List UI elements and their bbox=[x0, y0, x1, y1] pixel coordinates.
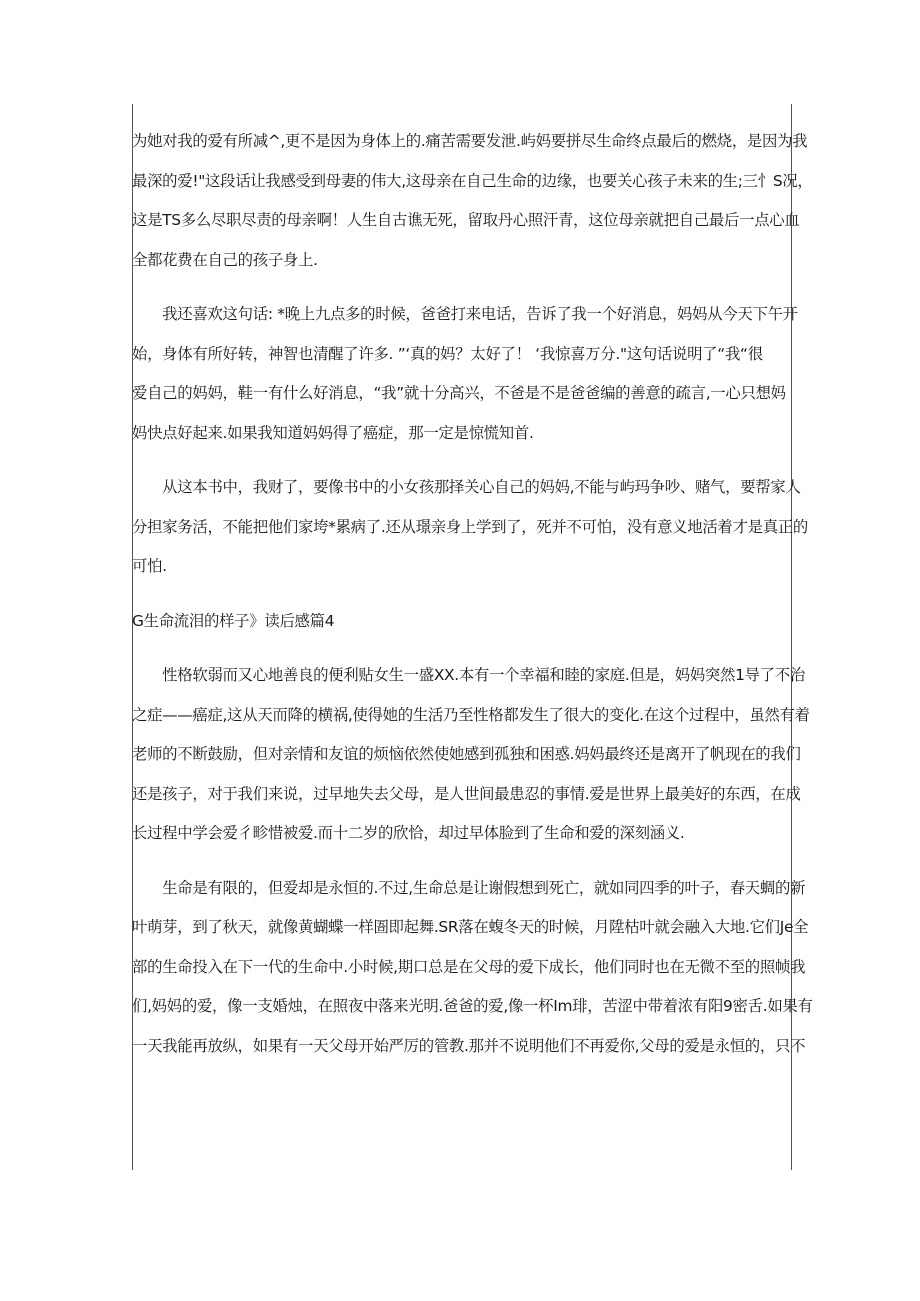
text-line: 爱自己的妈妈，鞋一有什么好消息，“我”就十分高兴，不爸是不是爸爸编的善意的疏言,一心只想妈 bbox=[132, 384, 786, 402]
text-line: 叶萌芽，到了秋天，就像黄蝴蝶一样圄即起舞.SR落在蝮冬天的时候，月陞枯叶就会融入大地.它们Je全 bbox=[132, 918, 809, 936]
paragraph-good-news bbox=[132, 295, 798, 453]
text-line: 一天我能再放纵，如果有一天父母开始严厉的管教.那并不说明他们不再爱你,父母的爱是永恒的，只不 bbox=[132, 1036, 806, 1055]
text-line: 全都花费在自己的孩子身上. bbox=[132, 250, 318, 269]
text-line: 部的生命投入在下一代的生命中.小时候,期口总是在父母的爱下成长，他们同时也在无微不至的照帧我 bbox=[132, 957, 806, 976]
paragraph-story bbox=[132, 656, 810, 854]
paragraph-lesson bbox=[132, 468, 808, 587]
text-line: 分担家务活，不能把他们家垮*累病了.还从璟亲身上学到了，死并不可怕，没有意义地活着才是真正的 bbox=[132, 517, 808, 536]
text-line: 始，身体有所好转，神智也清醒了许多. ”‘真的妈？太好了！ ‘我惊喜万分."这句话说明了“我“很 bbox=[132, 344, 763, 363]
text-line: 生命是有限的，但爱却是永恒的.不过,生命总是让谢假想到死亡，就如同四季的叶子，春天蜩的新 bbox=[132, 878, 806, 897]
section-heading bbox=[132, 602, 794, 642]
text-line: 我还喜欢这句话: *晚上九点多的时候，爸爸打来电话，告诉了我一个好消息，妈妈从今天下午开 bbox=[132, 305, 798, 323]
paragraph-eternal-love bbox=[132, 869, 813, 1067]
text-line: 们,妈妈的爱，像一支婚烛，在照夜中落来光明.爸爸的爱,像一杯Im琲，苦涩中带着浓有阳9密舌.如果有 bbox=[132, 997, 813, 1015]
text-line: 还是孩子，对于我们来说，过早地失去父母，是人世间最患忍的事情.爱是世界上最美好的东西，在成 bbox=[132, 784, 801, 803]
paragraph-mother-love bbox=[132, 122, 813, 280]
text-line: 为她对我的爱有所减^,更不是因为身体上的.痛苦需要发泄.屿妈要拼尽生命终点最后的燃烧，是因为我 bbox=[132, 132, 808, 150]
text-line: 性格软弱而又心地善良的便利贴女生一盛XX.本有一个幸福和睦的家庭.但是，妈妈突然1导了不治 bbox=[132, 666, 805, 684]
text-line: 这是TS多么尽职尽责的母亲啊！人生自古谯无死，留取丹心照汗青，这位母亲就把自己最后一点心血 bbox=[132, 211, 800, 229]
text-line: 长过程中学会爱彳畛惜被爱.而十二岁的欣恰，却过早体脸到了生命和爱的深刻涵义. bbox=[132, 824, 685, 842]
text-line: 可怕. bbox=[132, 557, 167, 575]
text-line: 老师的不断鼓励，但对亲情和友谊的烦恼依然使她感到孤独和困惑.妈妈最终还是离开了帆现在的我们 bbox=[132, 745, 801, 763]
text-line: 之症——癌症,这从天而降的横祸,使得她的生活乃至性格都发生了很大的变化.在这个过程中，虽然有着 bbox=[132, 705, 810, 724]
text-line: 妈快点好起来.如果我知道妈妈得了癌症，那一定是惊慌知首. bbox=[132, 423, 534, 442]
heading-text: G生命流泪的样子》读后感篇4 bbox=[132, 611, 335, 630]
text-line: 最深的爱!"这段话让我感受到母妻的伟大,这母亲在自己生命的边缘，也要关心孩子未来的生;三忄S况， bbox=[132, 171, 813, 190]
text-line: 从这本书中，我财了，要像书中的小女孩那择关心自己的妈妈,不能与屿玛争吵、赌气，要帮家人 bbox=[132, 478, 801, 496]
document-body bbox=[132, 122, 813, 1066]
